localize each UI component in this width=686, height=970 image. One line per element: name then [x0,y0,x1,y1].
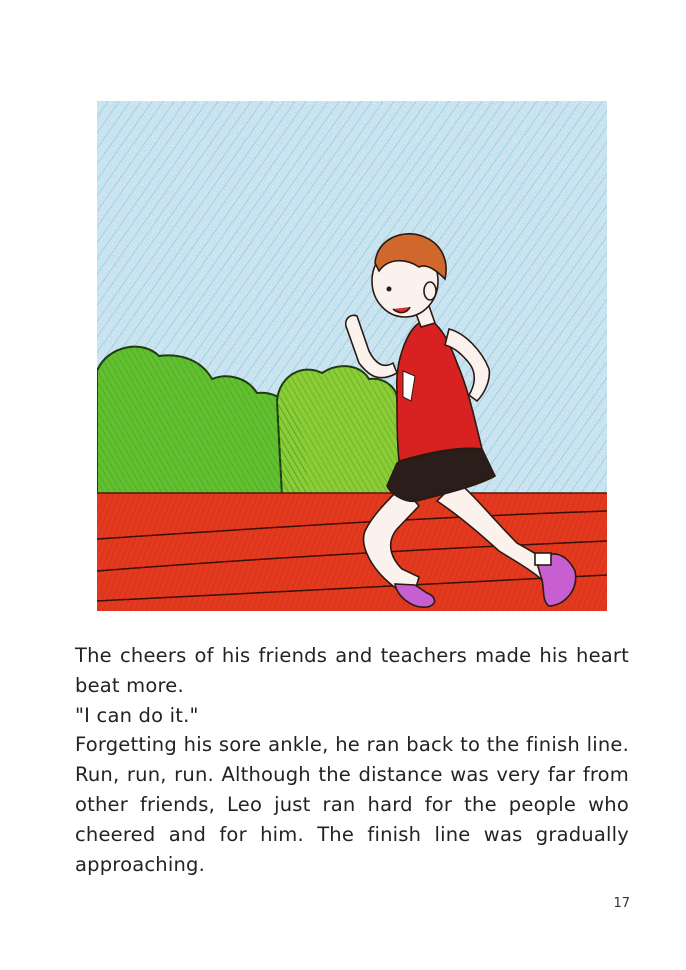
story-line-5: Run, run, run. Although the distance was very far from [75,763,629,787]
story-illustration [97,101,607,611]
story-text [75,641,629,879]
story-line-2: beat more. [75,673,184,697]
story-line-7: cheered and for him. The finish line was gradually [75,822,629,846]
story-line-4: Forgetting his sore ankle, he ran back to the finish line. [75,733,629,757]
page-number: 17 [613,896,630,911]
story-line-8: approaching. [75,852,206,876]
story-line-1: The cheers of his friends and teachers made his heart [75,644,629,667]
story-line-3: "I can do it." [75,703,199,727]
story-line-6: other friends, Leo just ran hard for the people who [75,792,629,816]
